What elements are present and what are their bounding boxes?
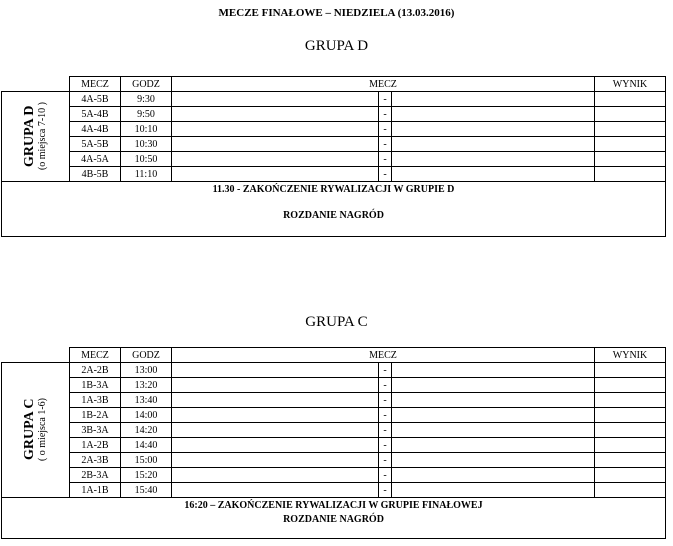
match-time: 14:20 — [121, 423, 172, 438]
group-c-table — [1, 347, 666, 539]
team-home-cell — [172, 483, 379, 498]
match-time: 10:50 — [121, 152, 172, 167]
team-away-cell — [392, 423, 595, 438]
footer-line-2: ROZDANIE NAGRÓD — [283, 514, 384, 525]
match-dash: - — [379, 92, 392, 107]
header-mecz-code: MECZ — [70, 348, 121, 363]
match-code: 1A-2B — [70, 438, 121, 453]
table-row — [2, 453, 666, 468]
table-row — [2, 378, 666, 393]
footer-line-1: 16:20 – ZAKOŃCZENIE RYWALIZACJI W GRUPIE FINAŁOWEJ — [184, 500, 483, 511]
match-time: 13:20 — [121, 378, 172, 393]
corner-cell — [2, 348, 70, 363]
match-dash: - — [379, 393, 392, 408]
table-row — [2, 167, 666, 182]
team-home-cell — [172, 468, 379, 483]
match-time: 14:00 — [121, 408, 172, 423]
header-mecz-code: MECZ — [70, 77, 121, 92]
group-footer — [2, 498, 666, 539]
match-dash: - — [379, 408, 392, 423]
match-code: 2A-3B — [70, 453, 121, 468]
team-home-cell — [172, 152, 379, 167]
header-wynik: WYNIK — [595, 77, 666, 92]
match-code: 1A-3B — [70, 393, 121, 408]
group-side-label — [2, 363, 70, 498]
table-row — [2, 363, 666, 378]
match-time: 10:30 — [121, 137, 172, 152]
footer-line-1: 11.30 - ZAKOŃCZENIE RYWALIZACJI W GRUPIE D — [212, 184, 455, 195]
team-away-cell — [392, 167, 595, 182]
result-cell — [595, 483, 666, 498]
table-row — [2, 92, 666, 107]
group-d-heading: GRUPA D — [304, 38, 369, 54]
team-home-cell — [172, 167, 379, 182]
result-cell — [595, 453, 666, 468]
match-code: 1B-2A — [70, 408, 121, 423]
table-row — [2, 468, 666, 483]
corner-cell — [2, 77, 70, 92]
table-row — [2, 423, 666, 438]
result-cell — [595, 438, 666, 453]
match-time: 11:10 — [121, 167, 172, 182]
table-row — [2, 408, 666, 423]
match-dash: - — [379, 423, 392, 438]
match-dash: - — [379, 483, 392, 498]
group-side-subtitle: (o miejsca 7-10 ) — [36, 102, 48, 171]
match-dash: - — [379, 363, 392, 378]
result-cell — [595, 468, 666, 483]
group-side-label — [2, 92, 70, 182]
group-d-table — [1, 76, 666, 237]
match-dash: - — [379, 152, 392, 167]
table-row — [2, 438, 666, 453]
match-code: 5A-4B — [70, 107, 121, 122]
footer-line-2: ROZDANIE NAGRÓD — [283, 210, 384, 221]
result-cell — [595, 363, 666, 378]
footer-row — [2, 182, 666, 237]
team-away-cell — [392, 122, 595, 137]
header-wynik: WYNIK — [595, 348, 666, 363]
team-home-cell — [172, 453, 379, 468]
result-cell — [595, 137, 666, 152]
match-code: 2B-3A — [70, 468, 121, 483]
team-away-cell — [392, 107, 595, 122]
match-time: 9:30 — [121, 92, 172, 107]
team-away-cell — [392, 378, 595, 393]
table-row — [2, 107, 666, 122]
match-time: 14:40 — [121, 438, 172, 453]
match-time: 13:00 — [121, 363, 172, 378]
result-cell — [595, 423, 666, 438]
table-row — [2, 122, 666, 137]
group-side-title: GRUPA C — [21, 399, 37, 461]
match-code: 3B-3A — [70, 423, 121, 438]
team-home-cell — [172, 438, 379, 453]
match-dash: - — [379, 438, 392, 453]
header-mecz: MECZ — [172, 77, 595, 92]
team-home-cell — [172, 423, 379, 438]
match-code: 4A-4B — [70, 122, 121, 137]
document-title: MECZE FINAŁOWE – NIEDZIELA (13.03.2016) — [218, 7, 455, 19]
team-home-cell — [172, 378, 379, 393]
match-dash: - — [379, 107, 392, 122]
team-away-cell — [392, 468, 595, 483]
footer-row — [2, 498, 666, 539]
match-code: 4A-5B — [70, 92, 121, 107]
team-away-cell — [392, 137, 595, 152]
match-dash: - — [379, 378, 392, 393]
result-cell — [595, 152, 666, 167]
team-home-cell — [172, 137, 379, 152]
match-time: 10:10 — [121, 122, 172, 137]
match-code: 1B-3A — [70, 378, 121, 393]
team-home-cell — [172, 92, 379, 107]
match-code: 4A-5A — [70, 152, 121, 167]
team-home-cell — [172, 408, 379, 423]
match-dash: - — [379, 453, 392, 468]
team-away-cell — [392, 408, 595, 423]
table-row — [2, 393, 666, 408]
team-home-cell — [172, 363, 379, 378]
team-away-cell — [392, 453, 595, 468]
match-code: 4B-5B — [70, 167, 121, 182]
table-row — [2, 483, 666, 498]
header-godz: GODZ — [121, 77, 172, 92]
match-dash: - — [379, 137, 392, 152]
match-time: 15:00 — [121, 453, 172, 468]
result-cell — [595, 92, 666, 107]
result-cell — [595, 122, 666, 137]
match-dash: - — [379, 167, 392, 182]
team-home-cell — [172, 122, 379, 137]
match-time: 15:40 — [121, 483, 172, 498]
group-c-heading: GRUPA C — [305, 314, 368, 330]
group-side-subtitle: ( o miejsca 1-6) — [36, 398, 48, 462]
header-mecz: MECZ — [172, 348, 595, 363]
result-cell — [595, 378, 666, 393]
match-code: 1A-1B — [70, 483, 121, 498]
team-home-cell — [172, 107, 379, 122]
team-away-cell — [392, 363, 595, 378]
match-time: 9:50 — [121, 107, 172, 122]
group-footer — [2, 182, 666, 237]
team-away-cell — [392, 483, 595, 498]
team-home-cell — [172, 393, 379, 408]
header-godz: GODZ — [121, 348, 172, 363]
result-cell — [595, 408, 666, 423]
team-away-cell — [392, 393, 595, 408]
match-dash: - — [379, 468, 392, 483]
match-code: 2A-2B — [70, 363, 121, 378]
result-cell — [595, 393, 666, 408]
result-cell — [595, 167, 666, 182]
match-code: 5A-5B — [70, 137, 121, 152]
group-side-title: GRUPA D — [21, 105, 37, 168]
team-away-cell — [392, 152, 595, 167]
table-row — [2, 137, 666, 152]
match-time: 13:40 — [121, 393, 172, 408]
table-row — [2, 152, 666, 167]
match-dash: - — [379, 122, 392, 137]
result-cell — [595, 107, 666, 122]
team-away-cell — [392, 438, 595, 453]
match-time: 15:20 — [121, 468, 172, 483]
team-away-cell — [392, 92, 595, 107]
